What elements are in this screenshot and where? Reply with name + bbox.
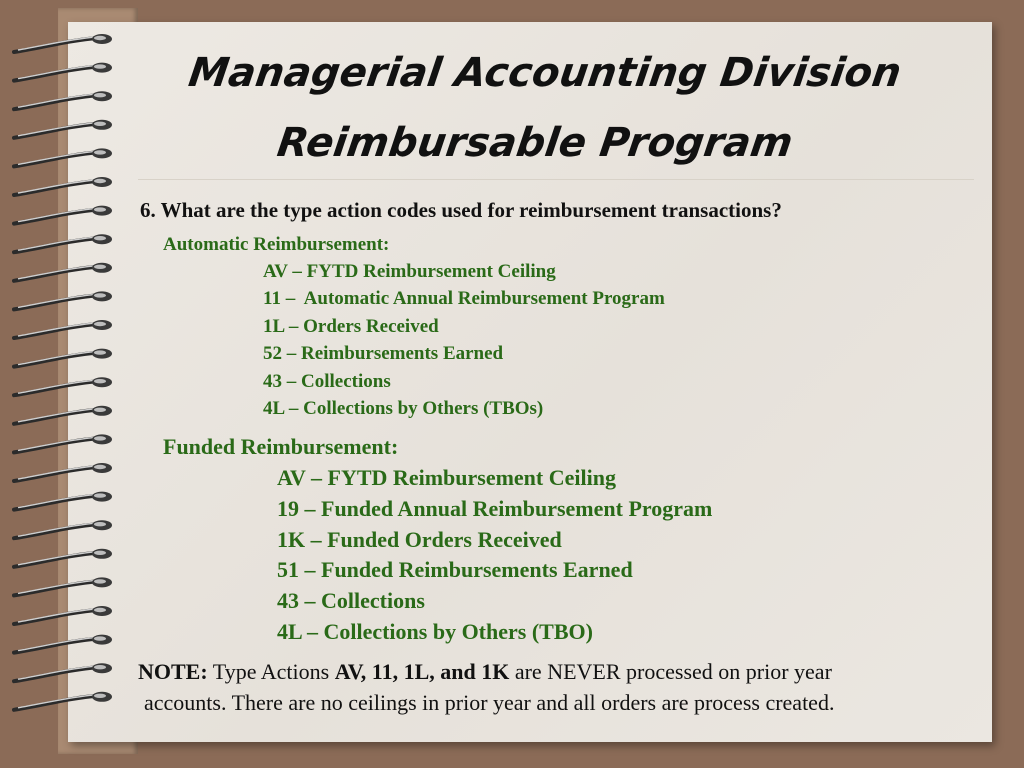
binding-ring: [14, 234, 112, 252]
note-label: NOTE:: [138, 659, 208, 684]
list-item: 1K – Funded Orders Received: [277, 526, 562, 552]
binding-ring: [14, 463, 112, 481]
binding-ring: [14, 606, 112, 624]
binding-ring: [14, 549, 112, 567]
note-paragraph: [138, 656, 958, 718]
note-line-2: accounts. There are no ceilings in prior year and all orders are process created.: [144, 690, 835, 715]
binding-ring: [14, 663, 112, 681]
list-item: 1L – Orders Received: [263, 315, 439, 337]
binding-ring: [14, 520, 112, 538]
note-post: are NEVER processed on prior year: [509, 659, 832, 684]
binding-ring: [14, 349, 112, 367]
automatic-reimbursement-list: [263, 260, 665, 424]
binding-ring: [14, 91, 112, 109]
binding-ring: [14, 291, 112, 309]
list-item: 11 – Automatic Annual Reimbursement Program: [263, 288, 665, 310]
binding-ring: [14, 206, 112, 224]
list-item: 51 – Funded Reimbursements Earned: [277, 557, 633, 583]
question-text: 6. What are the type action codes used for reimbursement transactions?: [140, 198, 782, 222]
list-item: AV – FYTD Reimbursement Ceiling: [277, 465, 616, 490]
binding-ring: [14, 263, 112, 281]
note-pre: Type Actions: [207, 659, 335, 684]
binding-ring: [14, 34, 112, 52]
title-line-1: Managerial Accounting Division: [185, 50, 905, 96]
list-item: 4L – Collections by Others (TBOs): [263, 397, 544, 419]
automatic-reimbursement-heading: Automatic Reimbursement:: [163, 234, 390, 255]
list-item: 4L – Collections by Others (TBO): [277, 618, 593, 644]
funded-reimbursement-list: [277, 464, 712, 649]
binding-ring: [14, 692, 112, 710]
binding-ring: [14, 320, 112, 338]
slide-title: [120, 38, 960, 178]
title-line-2: Reimbursable Program: [274, 120, 796, 166]
binding-ring: [14, 635, 112, 653]
title-divider: [138, 179, 974, 180]
binding-ring: [14, 577, 112, 595]
binding-ring: [14, 148, 112, 166]
list-item: 43 – Collections: [277, 588, 425, 614]
funded-reimbursement-heading: Funded Reimbursement:: [163, 434, 399, 459]
binding-ring: [14, 63, 112, 81]
list-item: 52 – Reimbursements Earned: [263, 343, 504, 365]
note-codes: AV, 11, 1L, and 1K: [334, 659, 510, 684]
list-item: 19 – Funded Annual Reimbursement Program: [277, 495, 713, 521]
binding-ring: [14, 377, 112, 395]
binding-ring: [14, 120, 112, 138]
binding-ring: [14, 177, 112, 195]
spiral-binding: [10, 30, 120, 740]
list-item: AV – FYTD Reimbursement Ceiling: [263, 261, 556, 282]
list-item: 43 – Collections: [263, 370, 391, 392]
binding-ring: [14, 492, 112, 510]
binding-ring: [14, 434, 112, 452]
binding-ring: [14, 406, 112, 424]
